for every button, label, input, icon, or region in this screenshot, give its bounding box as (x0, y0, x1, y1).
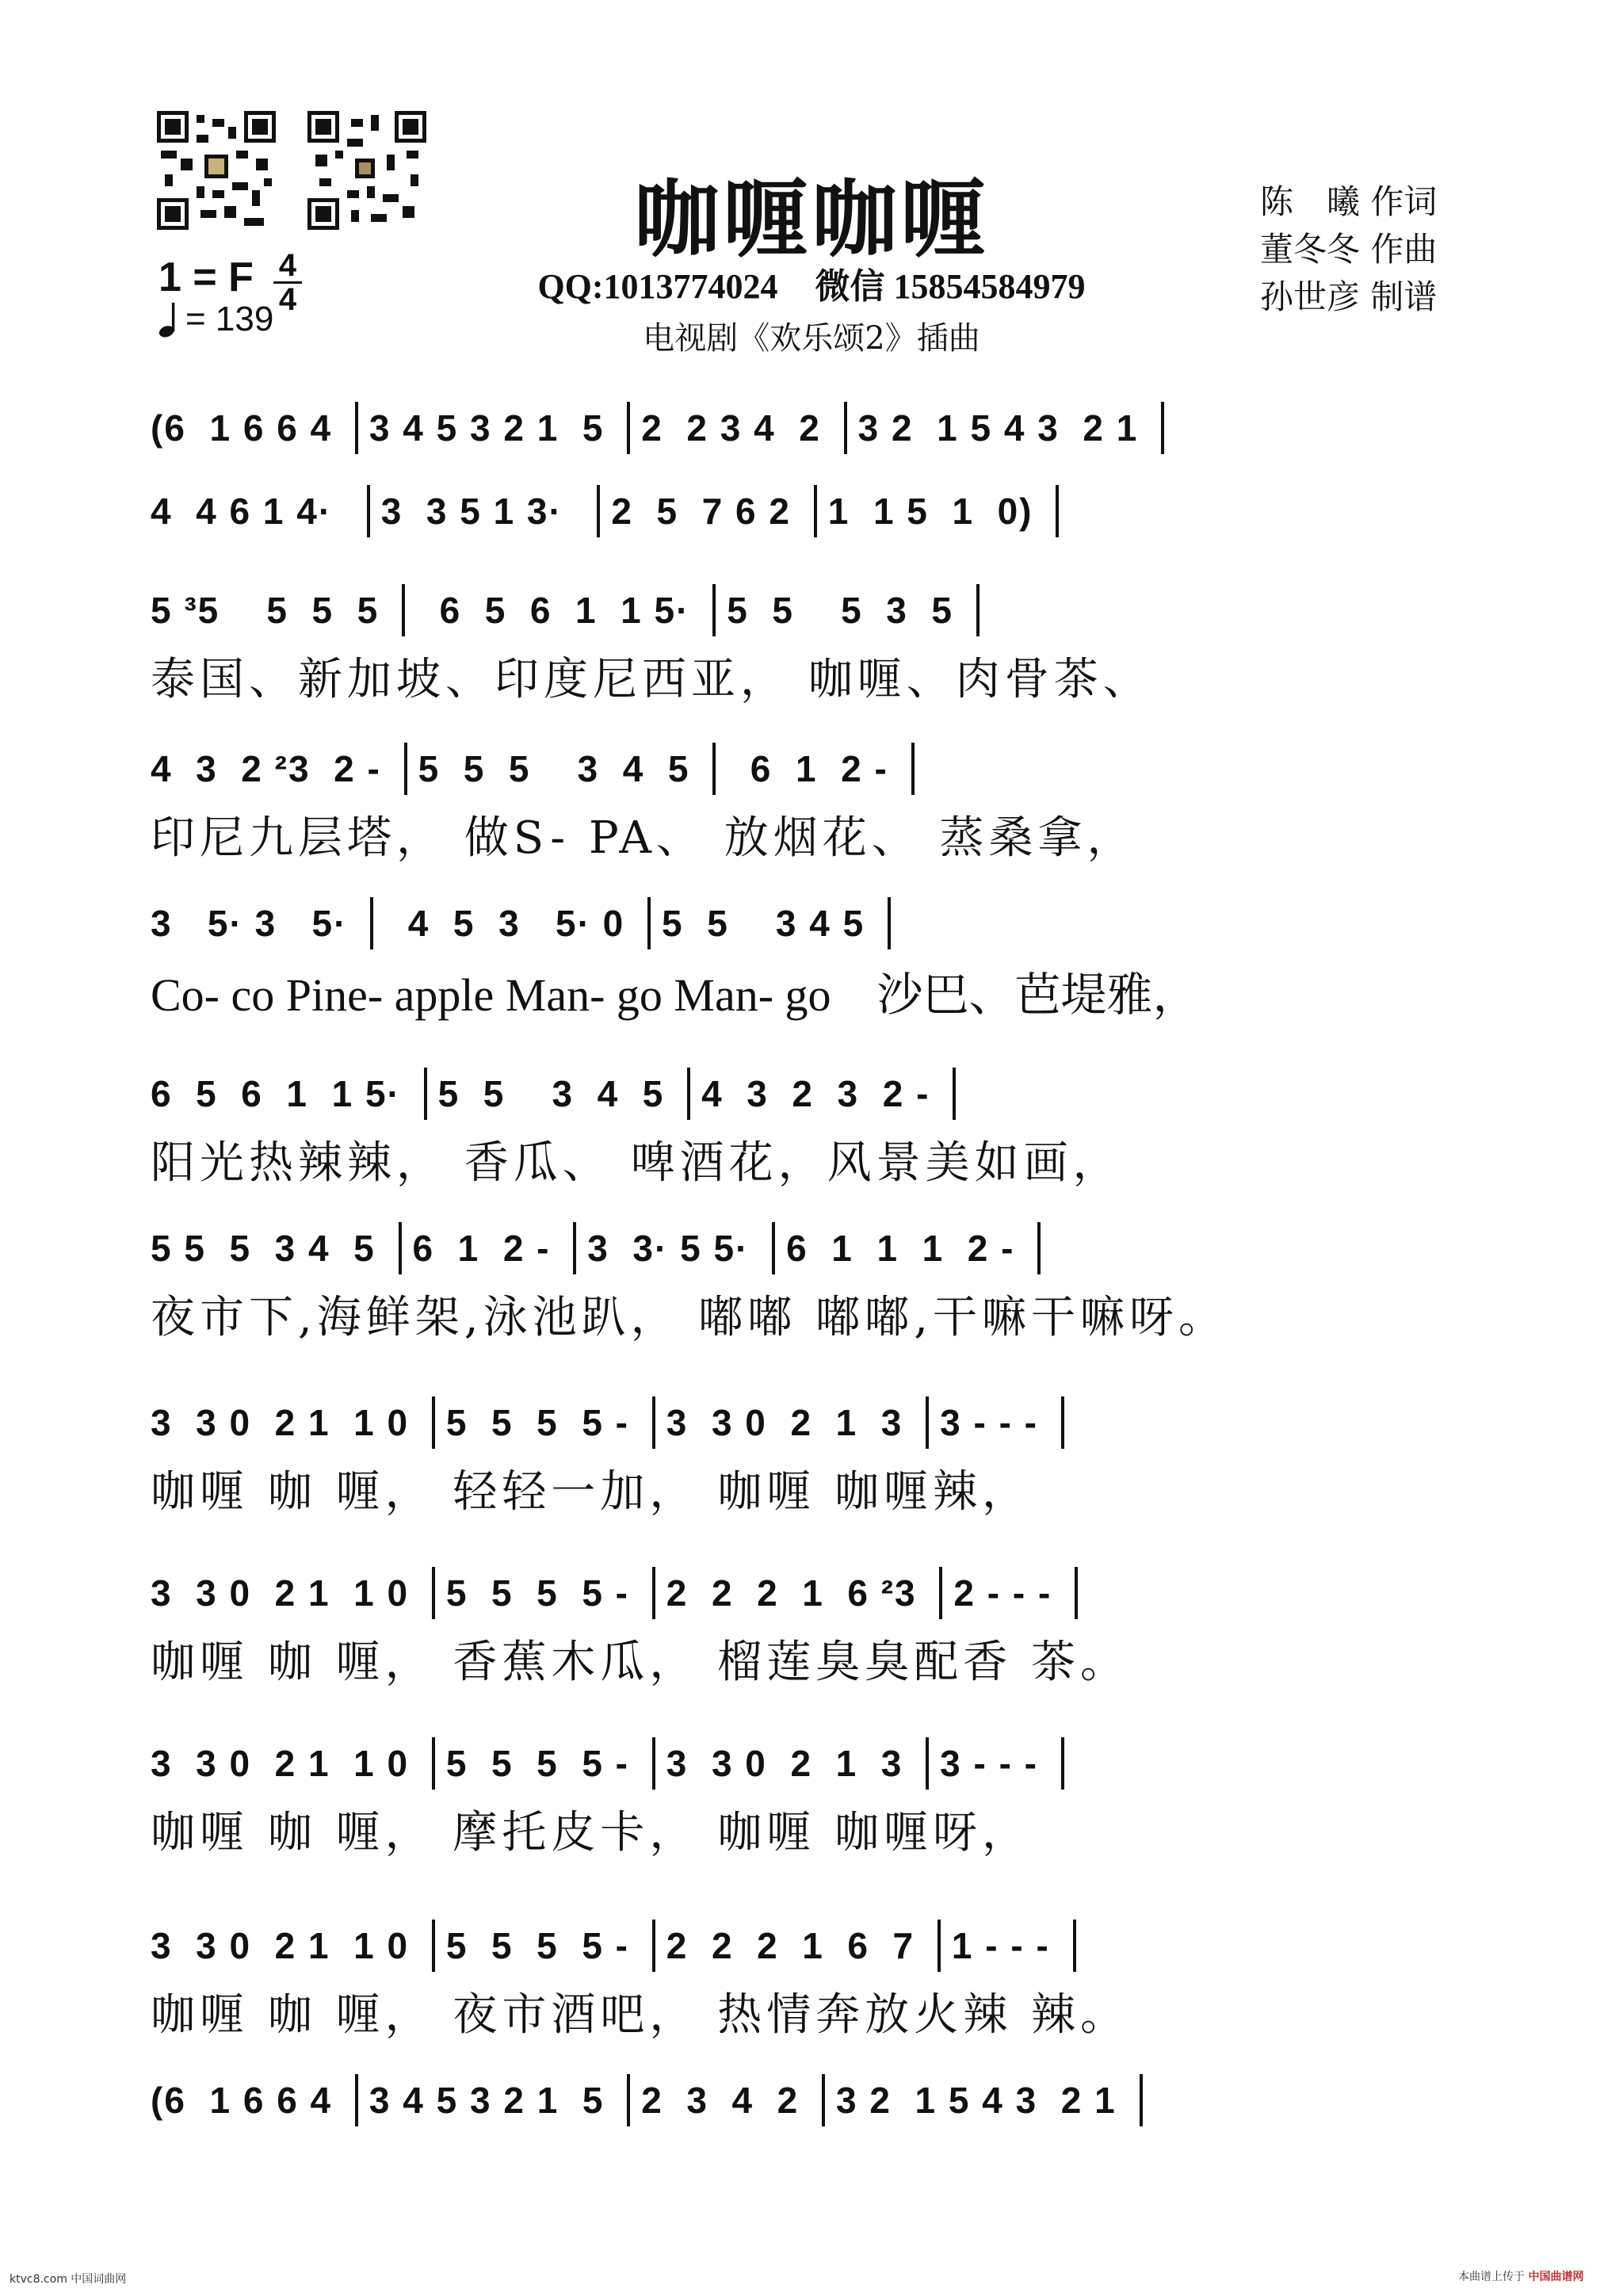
bar-line (432, 1567, 435, 1619)
measure: 3 3 0 2 1 1 0 (151, 1925, 421, 1966)
bar-line (814, 485, 817, 537)
bar-line (432, 1737, 435, 1790)
measure: 1 - - - (951, 1925, 1062, 1966)
notation-line (151, 1565, 1482, 1621)
notation-line (151, 2073, 1482, 2128)
bar-line (573, 1222, 576, 1274)
measure: 3 3 0 2 1 3 (666, 1743, 915, 1784)
measure: 4 4 6 1 4· (151, 491, 356, 532)
bar-line (627, 2074, 630, 2126)
bar-line (1161, 402, 1164, 454)
measure: 2 5 7 6 2 (611, 491, 803, 532)
measure: 6 5 6 1 1 5· (416, 590, 702, 631)
bar-line (404, 743, 407, 795)
notation-line (151, 483, 1482, 539)
bar-line (597, 485, 600, 537)
measure: 2 - - - (953, 1572, 1064, 1614)
bar-line (1056, 485, 1059, 537)
lyrics-line: 咖喱 咖 喱， 夜市酒吧， 热情奔放火辣 辣。 (151, 1989, 1130, 2041)
bar-line (926, 1396, 929, 1449)
bar-line (1073, 1920, 1076, 1972)
bar-line (772, 1222, 775, 1274)
bar-line (844, 402, 847, 454)
bar-line (888, 897, 891, 949)
measure: 3 3 0 2 1 3 (666, 1402, 915, 1443)
measure: 2 2 2 1 6 ²3 (666, 1572, 929, 1614)
bar-line (652, 1920, 655, 1972)
bar-line (355, 402, 358, 454)
lyrics-line: 印尼九层塔， 做S- PA、 放烟花、 蒸桑拿， (151, 812, 1136, 864)
measure: 3 2 1 5 4 3 2 1 (857, 407, 1151, 449)
measure: 3 3 5 1 3· (380, 491, 586, 532)
measure: 5 5 3 4 5 (437, 1073, 677, 1114)
notation-line (151, 1221, 1482, 1276)
tempo-value: = 139 (185, 300, 274, 338)
measure: 4 5 3 5· 0 (384, 903, 637, 944)
qq-number: QQ:1013774024 (537, 267, 778, 306)
measure: 4 3 2 3 2 - (701, 1073, 942, 1114)
notation-line (151, 1736, 1482, 1791)
lyrics-line: 咖喱 咖 喱， 摩托皮卡， 咖喱 咖喱呀， (151, 1807, 1032, 1859)
measure: 2 3 4 2 (641, 2080, 812, 2121)
footer-upload-prefix: 本曲谱上传于 (1458, 2271, 1525, 2283)
measure: 3 3 0 2 1 1 0 (151, 1402, 421, 1443)
lyrics-line: 阳光热辣辣， 香瓜、 啤酒花，风景美如画， (151, 1137, 1122, 1189)
meter-bottom: 4 (278, 282, 297, 317)
bar-line (432, 1396, 435, 1449)
composer-credit: 董冬冬 作曲 (1260, 230, 1438, 269)
measure: (6 1 6 6 4 (151, 407, 344, 449)
bar-line (355, 2074, 358, 2126)
arranger-credit: 孙世彦 制谱 (1260, 277, 1438, 316)
measure: 5 ³5 5 5 5 (151, 590, 391, 631)
bar-line (1075, 1567, 1078, 1619)
notation-line (151, 583, 1482, 638)
bar-line (976, 584, 980, 636)
measure: 5 5 5 3 4 5 (151, 1228, 388, 1269)
lyricist-credit: 陈 曦 作词 (1260, 182, 1438, 221)
bar-line (911, 743, 915, 795)
meter-top: 4 (278, 248, 297, 283)
measure: 2 2 2 1 6 7 (666, 1925, 926, 1966)
bar-line (938, 1920, 941, 1972)
key-signature: 1 = F (158, 254, 254, 300)
bar-line (652, 1396, 655, 1449)
footer-source: ktvc8.com 中国词曲网 (10, 2273, 127, 2286)
bar-line (712, 743, 716, 795)
notation-line (151, 1395, 1482, 1450)
notation-line (151, 1918, 1482, 1973)
bar-line (822, 2074, 825, 2126)
notation-line (151, 400, 1482, 456)
lyrics-line: Co- co Pine- apple Man- go Man- go 沙巴、芭堤雅， (151, 969, 1199, 1021)
bar-line (424, 1068, 427, 1120)
footer-logo: 中国曲谱网 (1528, 2271, 1584, 2283)
notation-line (151, 1066, 1482, 1121)
measure: 5 5 5 5 - (445, 1572, 641, 1614)
bar-line (939, 1567, 942, 1619)
wechat-number: 微信 15854584979 (815, 267, 1086, 306)
measure: (6 1 6 6 4 (151, 2080, 344, 2121)
notation-line (151, 896, 1482, 951)
measure: 3 - - - (940, 1402, 1050, 1443)
bar-line (712, 584, 716, 636)
measure: 4 3 2 ²3 2 - (151, 748, 393, 789)
measure: 3 3· 5 5· (587, 1228, 762, 1269)
bar-line (432, 1920, 435, 1972)
bar-line (652, 1737, 655, 1790)
bar-line (1061, 1396, 1064, 1449)
bar-line (926, 1737, 929, 1790)
measure: 5 5 3 4 5 (662, 903, 876, 944)
bar-line (687, 1068, 690, 1120)
lyrics-line: 泰国、新加坡、印度尼西亚， 咖喱、肉骨茶、 (151, 654, 1152, 705)
bar-line (399, 1222, 402, 1274)
measure: 3 - - - (940, 1743, 1050, 1784)
measure: 3 3 0 2 1 1 0 (151, 1743, 421, 1784)
lyrics-line: 咖喱 咖 喱， 香蕉木瓜， 榴莲臭臭配香 茶。 (151, 1637, 1130, 1688)
bar-line (953, 1068, 956, 1120)
measure: 5 5 5 5 - (445, 1402, 641, 1443)
notation-line (151, 741, 1482, 797)
bar-line (627, 402, 630, 454)
measure: 5 5 5 5 - (445, 1743, 641, 1784)
measure: 5 5 5 3 4 5 (418, 748, 702, 789)
footer-upload-note (1458, 2268, 1583, 2284)
measure: 3 3 0 2 1 1 0 (151, 1572, 421, 1614)
measure: 5 5 5 5 - (445, 1925, 641, 1966)
measure: 6 5 6 1 1 5· (151, 1073, 413, 1114)
bar-line (402, 584, 405, 636)
measure: 3 4 5 3 2 1 5 (369, 2080, 617, 2121)
bar-line (647, 897, 651, 949)
bar-line (1037, 1222, 1041, 1274)
measure: 6 1 2 - (412, 1228, 563, 1269)
page-title: 咖喱咖喱 (633, 170, 989, 269)
bar-line (652, 1567, 655, 1619)
lyrics-line: 夜市下,海鲜架,泳池趴， 嘟嘟 嘟嘟,干嘛干嘛呀。 (151, 1292, 1228, 1343)
measure: 1 1 5 1 0) (827, 491, 1045, 532)
measure: 3 4 5 3 2 1 5 (369, 407, 617, 449)
measure: 6 1 2 - (727, 748, 900, 789)
measure: 3 5· 3 5· (151, 903, 360, 944)
measure: 5 5 5 3 5 (727, 590, 965, 631)
measure: 3 2 1 5 4 3 2 1 (836, 2080, 1128, 2121)
subtitle: 电视剧《欢乐颂2》插曲 (643, 320, 980, 357)
lyrics-line: 咖喱 咖 喱， 轻轻一加， 咖喱 咖喱辣， (151, 1466, 1032, 1518)
bar-line (367, 485, 370, 537)
bar-line (370, 897, 373, 949)
bar-line (1140, 2074, 1143, 2126)
measure: 2 2 3 4 2 (641, 407, 833, 449)
measure: 6 1 1 1 2 - (786, 1228, 1027, 1269)
bar-line (1061, 1737, 1064, 1790)
